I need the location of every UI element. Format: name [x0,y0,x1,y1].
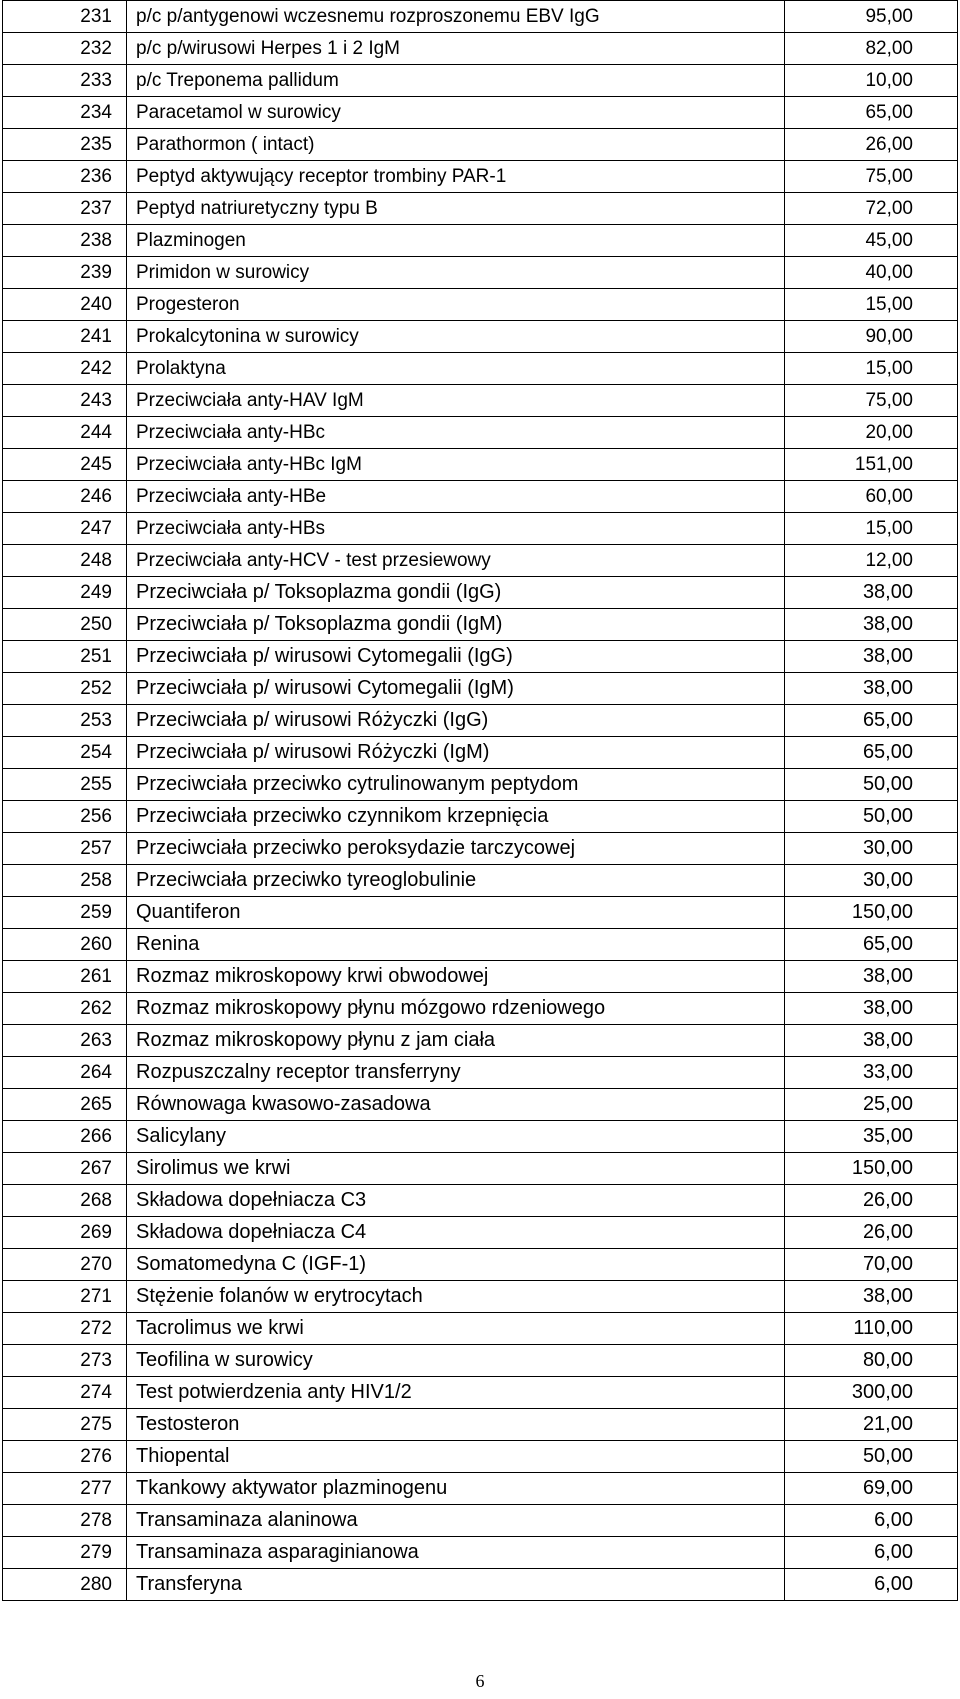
test-price: 75,00 [785,161,958,193]
test-name: Przeciwciała anty-HBs [127,513,785,545]
test-price: 65,00 [785,705,958,737]
table-row [3,1217,958,1249]
row-number: 252 [3,673,127,705]
table-row [3,225,958,257]
table-row [3,65,958,97]
row-number: 275 [3,1409,127,1441]
test-price: 60,00 [785,481,958,513]
test-name: p/c p/wirusowi Herpes 1 i 2 IgM [127,33,785,65]
row-number: 262 [3,993,127,1025]
test-price: 12,00 [785,545,958,577]
test-name: Transaminaza alaninowa [127,1505,785,1537]
test-price: 30,00 [785,865,958,897]
table-row [3,1249,958,1281]
row-number: 238 [3,225,127,257]
test-price: 69,00 [785,1473,958,1505]
test-price: 10,00 [785,65,958,97]
row-number: 250 [3,609,127,641]
test-price: 35,00 [785,1121,958,1153]
test-name: Stężenie folanów w erytrocytach [127,1281,785,1313]
test-name: Rozmaz mikroskopowy płynu mózgowo rdzeniowego [127,993,785,1025]
test-name: Przeciwciała przeciwko peroksydazie tarczycowej [127,833,785,865]
test-price: 65,00 [785,929,958,961]
row-number: 246 [3,481,127,513]
test-price: 38,00 [785,577,958,609]
row-number: 254 [3,737,127,769]
test-price: 38,00 [785,1281,958,1313]
test-price: 25,00 [785,1089,958,1121]
row-number: 242 [3,353,127,385]
table-row [3,641,958,673]
table-row [3,897,958,929]
row-number: 274 [3,1377,127,1409]
table-row [3,129,958,161]
test-price: 80,00 [785,1345,958,1377]
row-number: 278 [3,1505,127,1537]
row-number: 279 [3,1537,127,1569]
table-row [3,1473,958,1505]
table-row [3,1,958,33]
test-name: Thiopental [127,1441,785,1473]
table-row [3,1089,958,1121]
page-number: 6 [475,1671,485,1691]
test-price: 70,00 [785,1249,958,1281]
test-name: p/c p/antygenowi wczesnemu rozproszonemu EBV IgG [127,1,785,33]
test-price: 38,00 [785,1025,958,1057]
test-name: Paracetamol w surowicy [127,97,785,129]
test-price: 38,00 [785,961,958,993]
test-price: 38,00 [785,641,958,673]
test-price: 15,00 [785,289,958,321]
test-name: Przeciwciała p/ wirusowi Cytomegalii (IgG) [127,641,785,673]
test-price: 40,00 [785,257,958,289]
row-number: 245 [3,449,127,481]
test-name: Parathormon ( intact) [127,129,785,161]
test-name: Teofilina w surowicy [127,1345,785,1377]
test-name: Przeciwciała p/ Toksoplazma gondii (IgG) [127,577,785,609]
row-number: 260 [3,929,127,961]
row-number: 240 [3,289,127,321]
test-price: 65,00 [785,97,958,129]
table-row [3,705,958,737]
test-name: Peptyd aktywujący receptor trombiny PAR-1 [127,161,785,193]
test-price: 72,00 [785,193,958,225]
test-name: Przeciwciała anty-HAV IgM [127,385,785,417]
table-row [3,1441,958,1473]
table-row [3,769,958,801]
test-price: 150,00 [785,1153,958,1185]
table-row [3,737,958,769]
row-number: 265 [3,1089,127,1121]
table-row [3,449,958,481]
row-number: 276 [3,1441,127,1473]
test-name: p/c Treponema pallidum [127,65,785,97]
table-row [3,1505,958,1537]
test-name: Progesteron [127,289,785,321]
row-number: 273 [3,1345,127,1377]
test-name: Składowa dopełniacza C3 [127,1185,785,1217]
test-name: Składowa dopełniacza C4 [127,1217,785,1249]
row-number: 266 [3,1121,127,1153]
test-name: Przeciwciała p/ wirusowi Cytomegalii (IgM) [127,673,785,705]
table-row [3,1569,958,1601]
row-number: 234 [3,97,127,129]
test-name: Rozpuszczalny receptor transferryny [127,1057,785,1089]
test-name: Rozmaz mikroskopowy krwi obwodowej [127,961,785,993]
test-name: Tkankowy aktywator plazminogenu [127,1473,785,1505]
row-number: 243 [3,385,127,417]
table-row [3,481,958,513]
test-name: Salicylany [127,1121,785,1153]
table-row [3,1537,958,1569]
row-number: 270 [3,1249,127,1281]
row-number: 247 [3,513,127,545]
test-price: 110,00 [785,1313,958,1345]
table-row [3,1313,958,1345]
test-name: Przeciwciała p/ Toksoplazma gondii (IgM) [127,609,785,641]
row-number: 272 [3,1313,127,1345]
table-row [3,1281,958,1313]
table-row [3,609,958,641]
test-name: Tacrolimus we krwi [127,1313,785,1345]
test-price: 38,00 [785,609,958,641]
table-row [3,417,958,449]
test-name: Przeciwciała anty-HBe [127,481,785,513]
test-name: Przeciwciała p/ wirusowi Różyczki (IgG) [127,705,785,737]
table-row [3,161,958,193]
test-price: 38,00 [785,993,958,1025]
test-name: Peptyd natriuretyczny typu B [127,193,785,225]
test-price: 65,00 [785,737,958,769]
test-name: Rozmaz mikroskopowy płynu z jam ciała [127,1025,785,1057]
test-price: 300,00 [785,1377,958,1409]
row-number: 257 [3,833,127,865]
row-number: 263 [3,1025,127,1057]
price-table-body [3,1,958,1601]
table-row [3,193,958,225]
test-price: 21,00 [785,1409,958,1441]
test-name: Transferyna [127,1569,785,1601]
table-row [3,1345,958,1377]
table-row [3,1153,958,1185]
test-name: Somatomedyna C (IGF-1) [127,1249,785,1281]
test-name: Przeciwciała przeciwko cytrulinowanym peptydom [127,769,785,801]
row-number: 264 [3,1057,127,1089]
test-price: 95,00 [785,1,958,33]
row-number: 259 [3,897,127,929]
table-row [3,865,958,897]
row-number: 253 [3,705,127,737]
row-number: 232 [3,33,127,65]
test-name: Przeciwciała p/ wirusowi Różyczki (IgM) [127,737,785,769]
row-number: 248 [3,545,127,577]
test-price: 50,00 [785,769,958,801]
test-price: 6,00 [785,1505,958,1537]
table-row [3,1409,958,1441]
table-row [3,97,958,129]
test-price: 150,00 [785,897,958,929]
test-name: Plazminogen [127,225,785,257]
test-name: Primidon w surowicy [127,257,785,289]
test-price: 26,00 [785,1217,958,1249]
test-name: Renina [127,929,785,961]
test-price: 38,00 [785,673,958,705]
table-row [3,385,958,417]
test-price: 75,00 [785,385,958,417]
test-name: Przeciwciała anty-HBc IgM [127,449,785,481]
test-name: Przeciwciała przeciwko tyreoglobulinie [127,865,785,897]
table-row [3,801,958,833]
test-price: 30,00 [785,833,958,865]
table-row [3,961,958,993]
test-price: 151,00 [785,449,958,481]
row-number: 280 [3,1569,127,1601]
test-price: 6,00 [785,1537,958,1569]
row-number: 268 [3,1185,127,1217]
table-row [3,673,958,705]
test-price: 33,00 [785,1057,958,1089]
test-price: 26,00 [785,1185,958,1217]
test-name: Równowaga kwasowo-zasadowa [127,1089,785,1121]
table-row [3,289,958,321]
test-price: 6,00 [785,1569,958,1601]
row-number: 235 [3,129,127,161]
table-row [3,513,958,545]
test-price: 45,00 [785,225,958,257]
row-number: 261 [3,961,127,993]
table-row [3,353,958,385]
row-number: 267 [3,1153,127,1185]
test-name: Quantiferon [127,897,785,929]
test-name: Testosteron [127,1409,785,1441]
test-price: 50,00 [785,1441,958,1473]
test-price: 20,00 [785,417,958,449]
table-row [3,577,958,609]
table-row [3,545,958,577]
table-row [3,257,958,289]
test-name: Przeciwciała anty-HCV - test przesiewowy [127,545,785,577]
row-number: 231 [3,1,127,33]
test-name: Prokalcytonina w surowicy [127,321,785,353]
test-price: 50,00 [785,801,958,833]
table-row [3,1057,958,1089]
row-number: 258 [3,865,127,897]
table-row [3,929,958,961]
price-table [2,0,958,1601]
row-number: 271 [3,1281,127,1313]
test-price: 26,00 [785,129,958,161]
row-number: 237 [3,193,127,225]
table-row [3,1025,958,1057]
test-price: 15,00 [785,353,958,385]
test-name: Transaminaza asparaginianowa [127,1537,785,1569]
table-row [3,1121,958,1153]
test-name: Przeciwciała przeciwko czynnikom krzepnięcia [127,801,785,833]
row-number: 236 [3,161,127,193]
table-row [3,33,958,65]
test-price: 90,00 [785,321,958,353]
row-number: 251 [3,641,127,673]
table-row [3,833,958,865]
row-number: 233 [3,65,127,97]
table-row [3,993,958,1025]
row-number: 249 [3,577,127,609]
table-row [3,321,958,353]
test-name: Sirolimus we krwi [127,1153,785,1185]
row-number: 269 [3,1217,127,1249]
row-number: 241 [3,321,127,353]
row-number: 255 [3,769,127,801]
row-number: 244 [3,417,127,449]
row-number: 256 [3,801,127,833]
table-row [3,1377,958,1409]
row-number: 277 [3,1473,127,1505]
test-name: Test potwierdzenia anty HIV1/2 [127,1377,785,1409]
row-number: 239 [3,257,127,289]
test-price: 82,00 [785,33,958,65]
test-name: Przeciwciała anty-HBc [127,417,785,449]
test-name: Prolaktyna [127,353,785,385]
table-row [3,1185,958,1217]
test-price: 15,00 [785,513,958,545]
